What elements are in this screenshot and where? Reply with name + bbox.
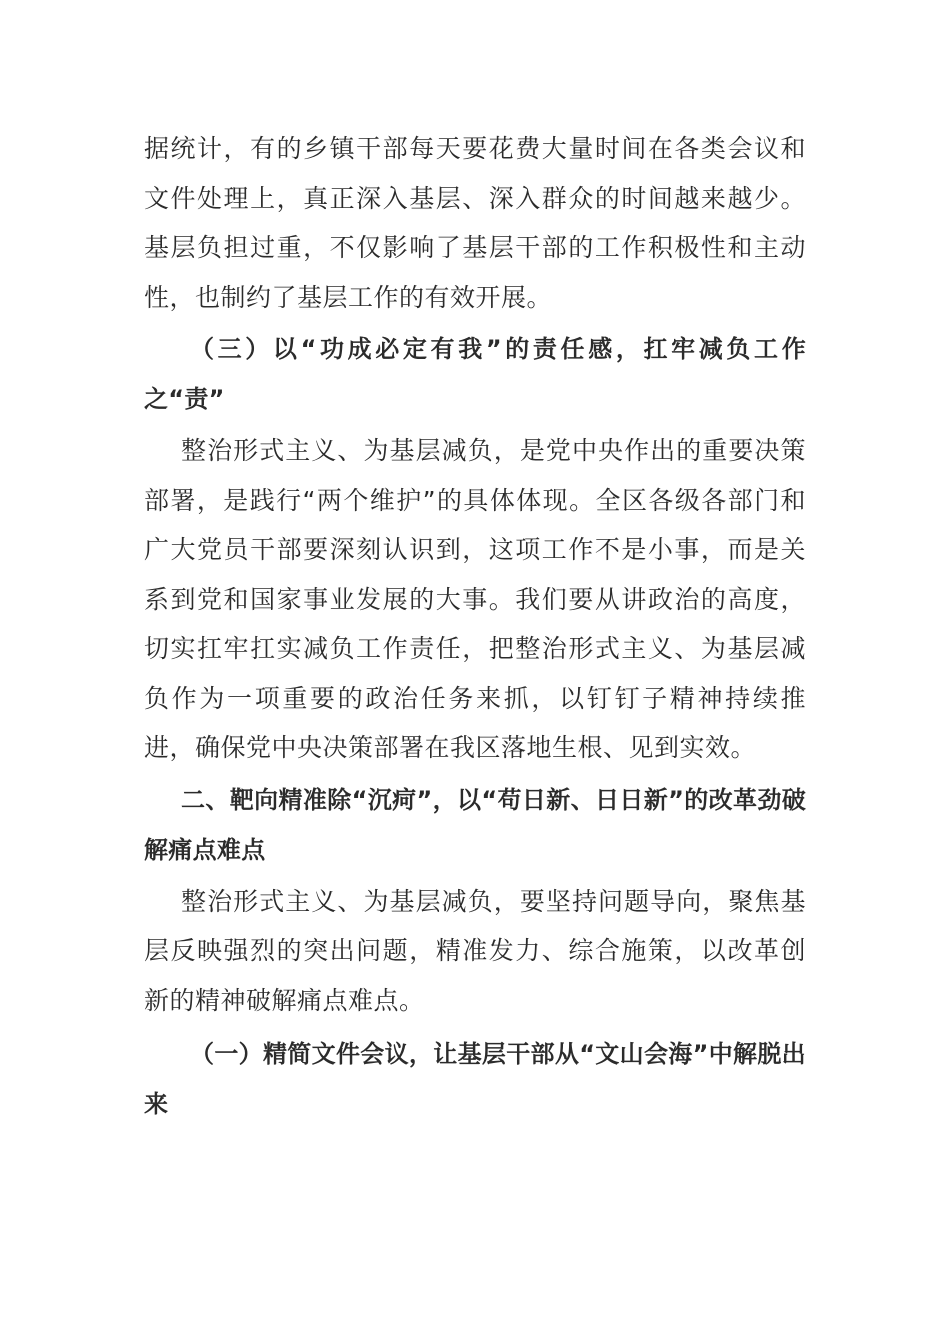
paragraph-responsibility: 整治形式主义、为基层减负，是党中央作出的重要决策部署，是践行“两个维护”的具体体现。全区各级各部门和广大党员干部要深刻认识到，这项工作不是小事，而是关系到党和国家事业发展的大事。我们要从讲政治的高度，切实扛牢扛实减负工作责任，把整治形式主义、为基层减负作为一项重要的政治任务来抓，以钉钉子精神持续推进，确保党中央决策部署在我区落地生根、见到实效。	[144, 436, 806, 762]
paragraph-problem-orientation: 整治形式主义、为基层减负，要坚持问题导向，聚焦基层反映强烈的突出问题，精准发力、综合施策，以改革创新的精神破解痛点难点。	[144, 886, 806, 1015]
subheading-streamline-documents: （一）精简文件会议，让基层干部从“文山会海”中解脱出来	[144, 1040, 806, 1118]
subheading-responsibility: （三）以“功成必定有我”的责任感，扛牢减负工作之“责”	[144, 335, 806, 413]
section-heading-reform: 二、靶向精准除“沉疴”，以“苟日新、日日新”的改革劲破解痛点难点	[144, 785, 806, 864]
paragraph-burden-statistics: 据统计，有的乡镇干部每天要花费大量时间在各类会议和文件处理上，真正深入基层、深入群众的时间越来越少。基层负担过重，不仅影响了基层干部的工作积极性和主动性，也制约了基层工作的有效开展。	[144, 134, 806, 312]
document-body	[144, 124, 806, 1129]
